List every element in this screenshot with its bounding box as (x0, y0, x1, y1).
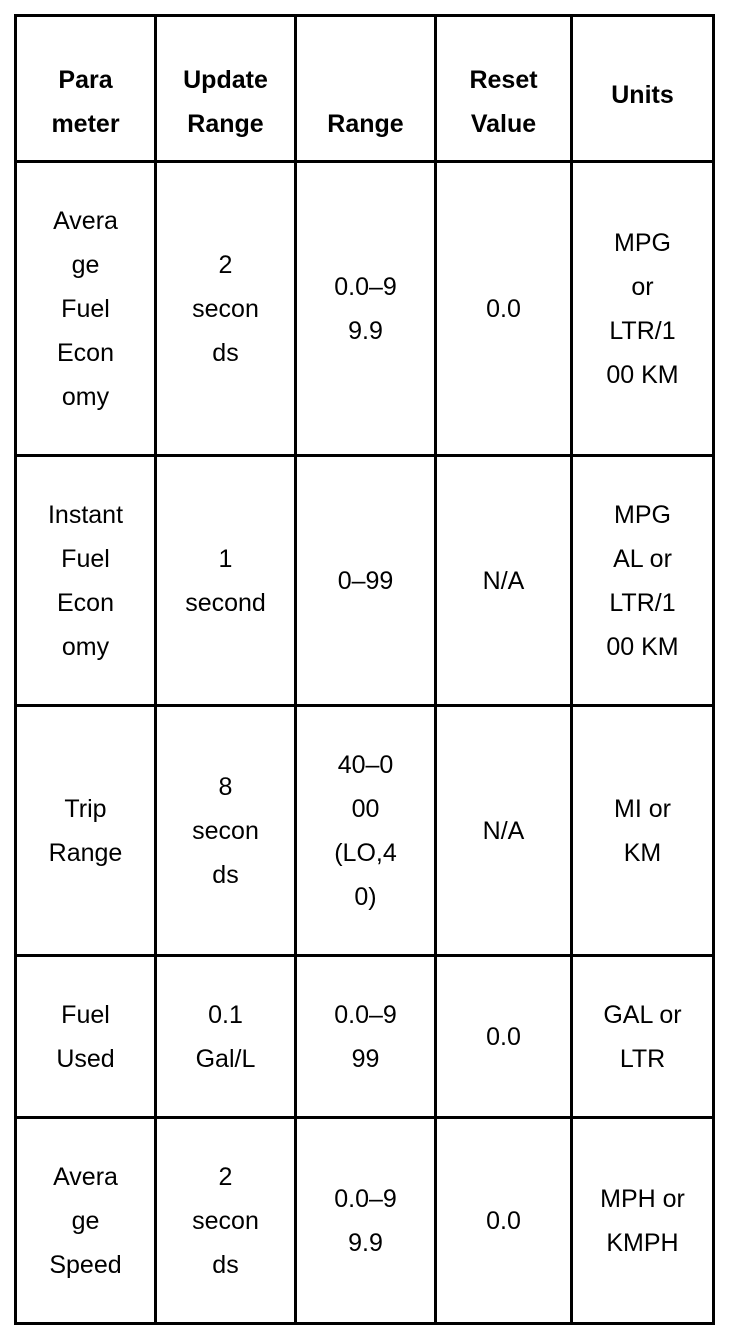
cell-text: 0.0 (486, 294, 521, 323)
header-text: Update (183, 66, 268, 94)
cell-text: N/A (482, 566, 525, 595)
header-text: Para (58, 66, 113, 94)
cell-text: Range (48, 838, 123, 867)
cell-text: Used (56, 1044, 115, 1073)
fuel-economy-parameter-table (14, 14, 715, 1325)
table-row (16, 1118, 714, 1324)
cell-parameter (16, 456, 156, 706)
cell-text: Gal/L (195, 1044, 256, 1073)
cell-text: 0.0 (486, 1022, 521, 1051)
cell-units (572, 706, 714, 956)
cell-update-range (156, 162, 296, 456)
cell-units (572, 162, 714, 456)
cell-reset-value (436, 456, 572, 706)
cell-reset-value (436, 706, 572, 956)
cell-text: KM (623, 838, 662, 867)
cell-text: 99 (351, 1044, 380, 1073)
cell-reset-value (436, 956, 572, 1118)
cell-text: 0.0–9 (334, 1184, 397, 1213)
cell-units (572, 956, 714, 1118)
cell-text: 1 (218, 544, 233, 573)
cell-text: 9.9 (348, 316, 383, 345)
cell-text: 0–99 (337, 566, 394, 595)
cell-range (296, 706, 436, 956)
cell-text: LTR (619, 1044, 666, 1073)
cell-text: ds (212, 1250, 239, 1279)
cell-text: 00 (351, 794, 380, 823)
cell-text: omy (61, 632, 110, 661)
cell-text: secon (192, 294, 259, 323)
cell-text: 0.1 (208, 1000, 243, 1029)
cell-range (296, 1118, 436, 1324)
cell-text: 00 KM (606, 360, 679, 389)
cell-text: Fuel (61, 1000, 110, 1029)
header-text: Range (327, 110, 404, 138)
cell-text: Avera (53, 206, 118, 235)
header-text: Range (187, 110, 264, 138)
header-reset-value (436, 16, 572, 162)
header-range (296, 16, 436, 162)
header-parameter (16, 16, 156, 162)
table-row (16, 162, 714, 456)
cell-reset-value (436, 162, 572, 456)
cell-update-range (156, 1118, 296, 1324)
cell-text: MPH or (600, 1184, 685, 1213)
cell-text: secon (192, 816, 259, 845)
cell-range (296, 956, 436, 1118)
table-row (16, 956, 714, 1118)
cell-text: Econ (57, 588, 114, 617)
cell-text: GAL or (603, 1000, 682, 1029)
cell-text: 00 KM (606, 632, 679, 661)
cell-text: Speed (49, 1250, 122, 1279)
cell-text: 0.0 (486, 1206, 521, 1235)
cell-text: 0) (354, 882, 377, 911)
cell-text: or (631, 272, 654, 301)
cell-text: second (185, 588, 266, 617)
cell-text: Avera (53, 1162, 118, 1191)
cell-update-range (156, 706, 296, 956)
cell-text: 2 (218, 1162, 233, 1191)
cell-text: 2 (218, 250, 233, 279)
cell-text: ge (71, 1206, 100, 1235)
header-update-range (156, 16, 296, 162)
cell-text: MPG (614, 500, 671, 529)
cell-update-range (156, 956, 296, 1118)
header-units (572, 16, 714, 162)
header-text: Value (470, 110, 537, 138)
cell-text: N/A (482, 816, 525, 845)
cell-text: LTR/1 (609, 316, 676, 345)
cell-reset-value (436, 1118, 572, 1324)
table-row (16, 706, 714, 956)
cell-text: AL or (613, 544, 672, 573)
cell-text: KMPH (606, 1228, 679, 1257)
cell-text: Trip (64, 794, 107, 823)
cell-parameter (16, 956, 156, 1118)
cell-text: secon (192, 1206, 259, 1235)
cell-text: 40–0 (337, 750, 394, 779)
cell-range (296, 456, 436, 706)
cell-text: 0.0–9 (334, 272, 397, 301)
cell-text: Econ (57, 338, 114, 367)
cell-text: Instant (47, 500, 124, 529)
cell-parameter (16, 706, 156, 956)
cell-parameter (16, 1118, 156, 1324)
cell-parameter (16, 162, 156, 456)
cell-update-range (156, 456, 296, 706)
cell-text: 9.9 (348, 1228, 383, 1257)
header-text: Units (611, 81, 674, 109)
cell-text: LTR/1 (609, 588, 676, 617)
cell-text: ds (212, 338, 239, 367)
cell-text: Fuel (61, 544, 110, 573)
cell-text: omy (61, 382, 110, 411)
cell-text: ge (71, 250, 100, 279)
header-text: Reset (469, 66, 538, 94)
cell-text: 8 (218, 772, 233, 801)
cell-units (572, 456, 714, 706)
cell-text: MI or (614, 794, 671, 823)
cell-text: 0.0–9 (334, 1000, 397, 1029)
header-text: meter (51, 110, 120, 138)
cell-range (296, 162, 436, 456)
cell-text: (LO,4 (334, 838, 397, 867)
cell-units (572, 1118, 714, 1324)
table-row (16, 456, 714, 706)
cell-text: Fuel (61, 294, 110, 323)
header-row (16, 16, 714, 162)
cell-text: ds (212, 860, 239, 889)
cell-text: MPG (614, 228, 671, 257)
